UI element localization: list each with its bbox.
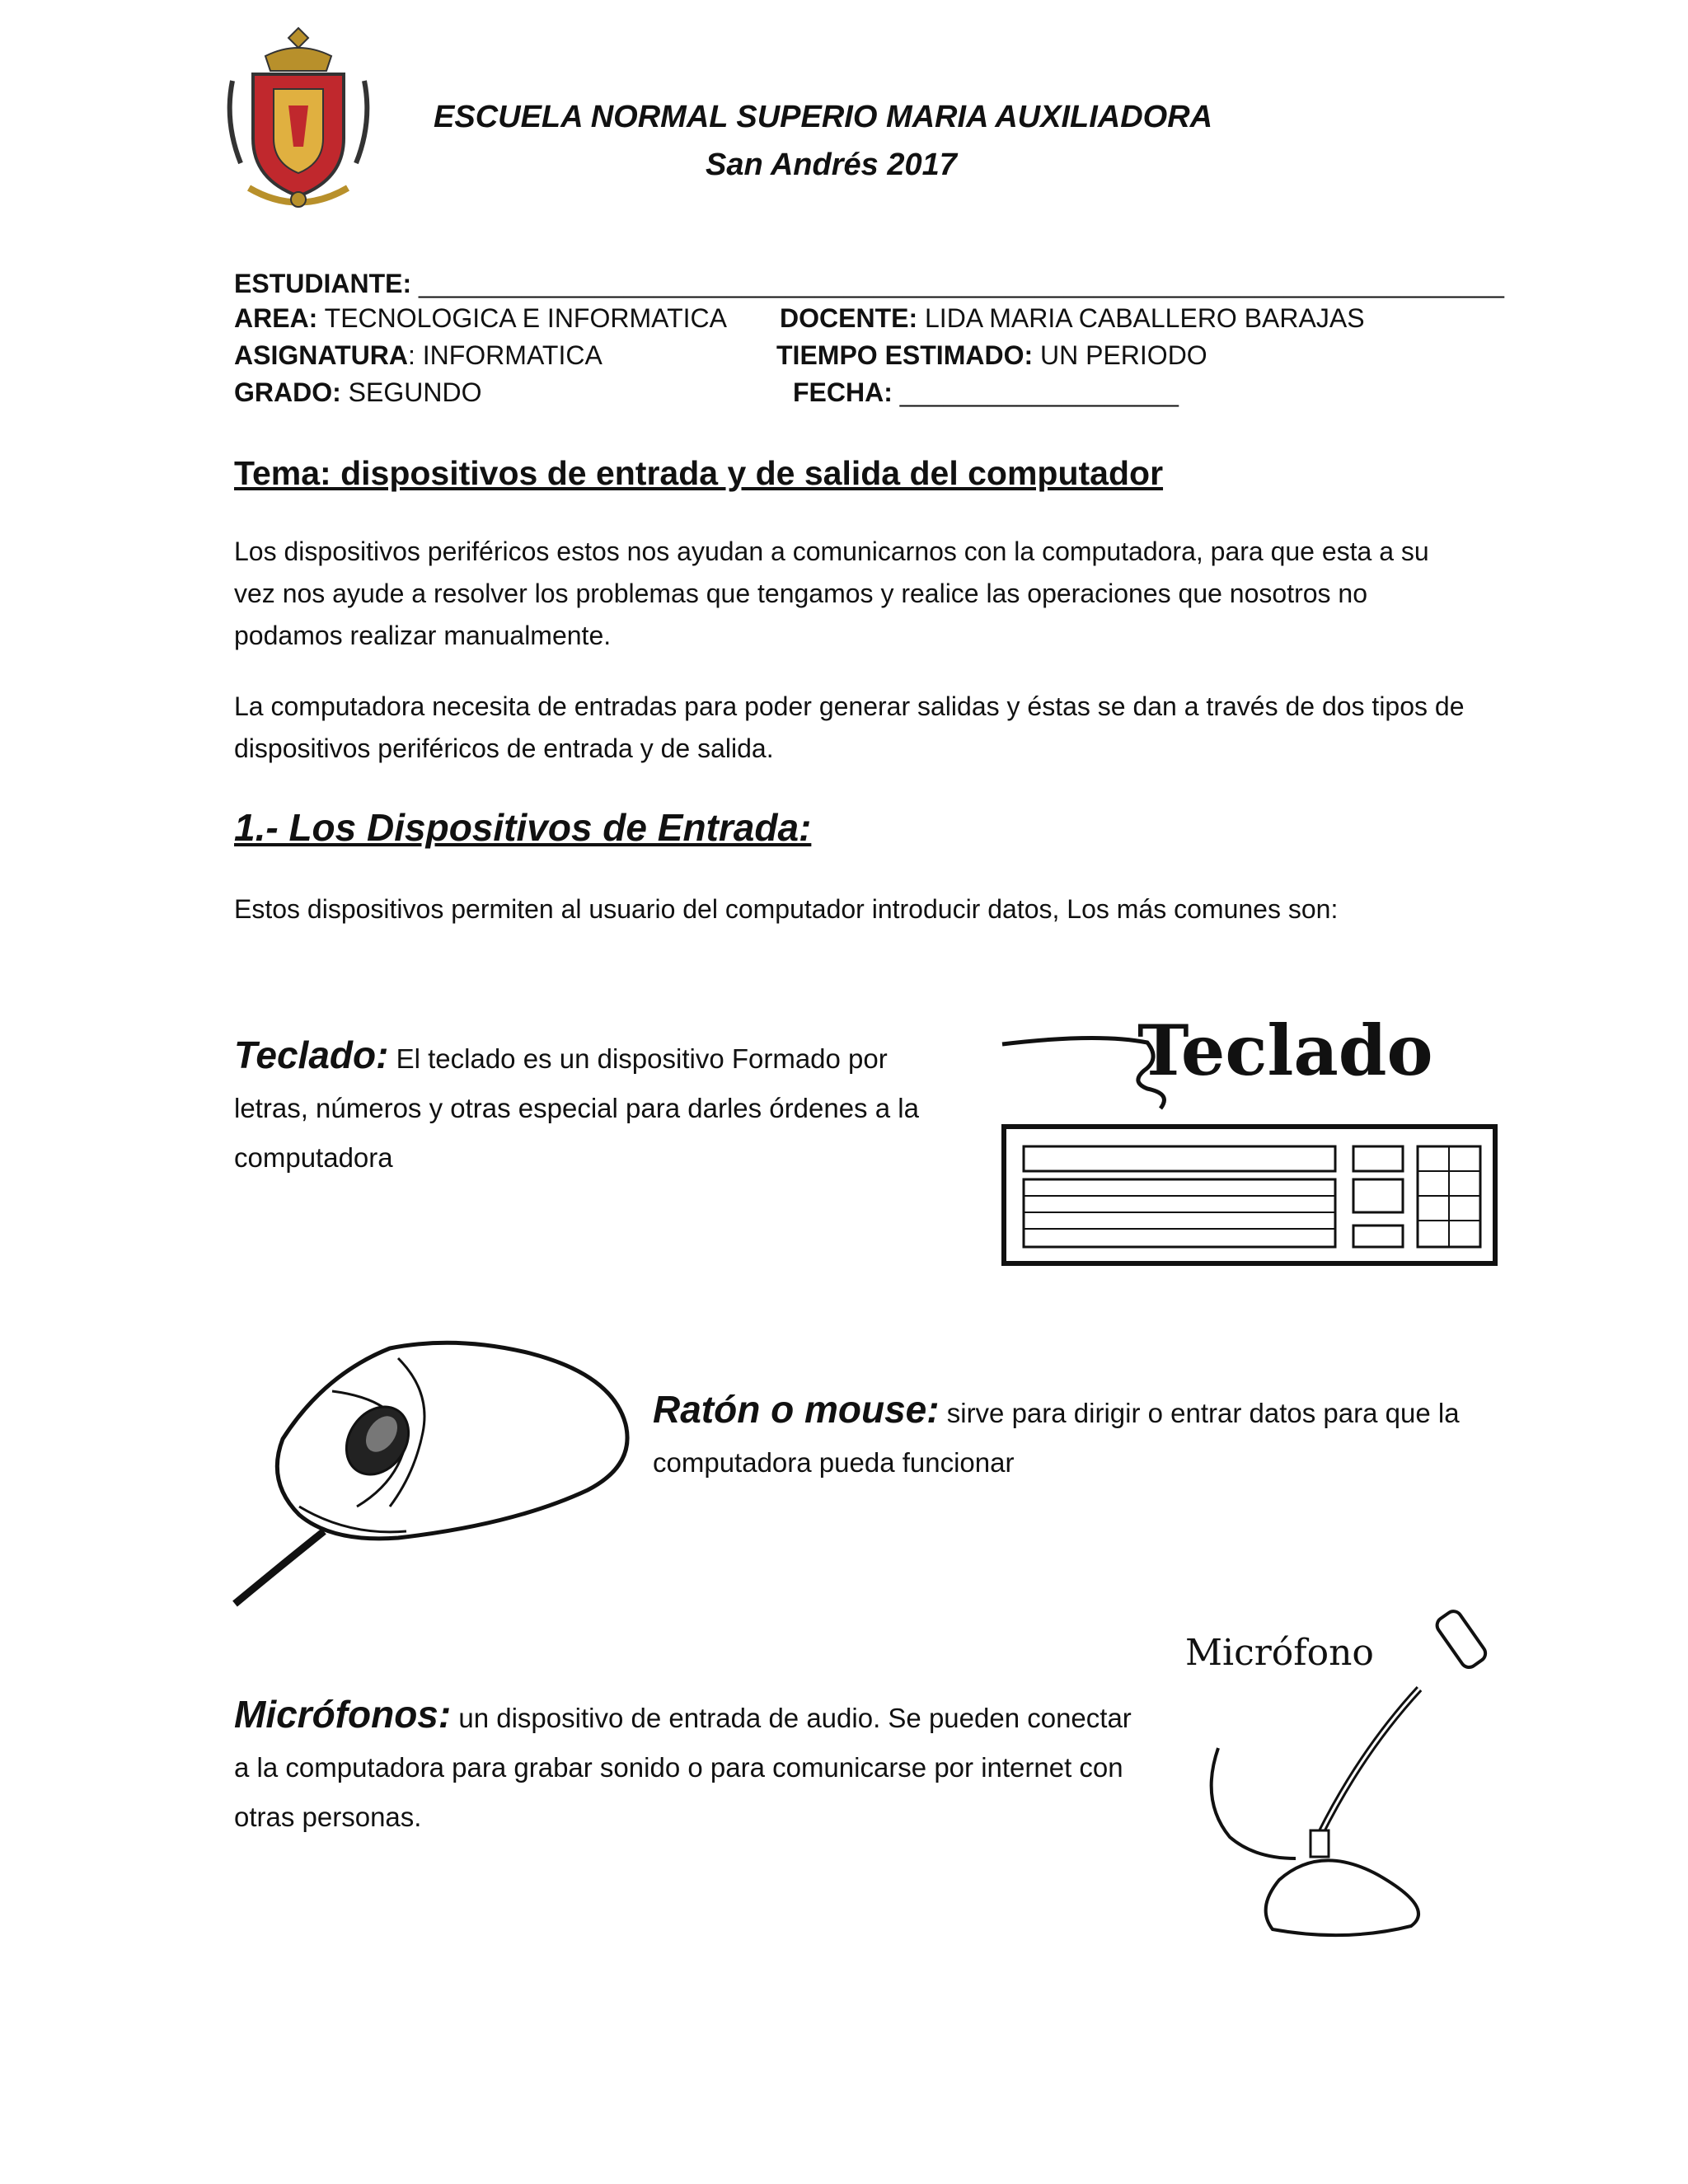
intro-paragraph-1: Los dispositivos periféricos estos nos ayudan a comunicarnos con la computadora, para que esta a su vez nos ayude a resolver los problemas que tengamos y realice las operaciones que nosotros no podamos realizar manualmente. [234, 537, 1429, 650]
mouse-icon [233, 1342, 645, 1607]
asignatura-value: : INFORMATICA [407, 340, 603, 370]
fecha-label: FECHA: [793, 377, 893, 407]
estudiante-label: ESTUDIANTE: [234, 269, 412, 298]
teclado-image-label: Teclado [1137, 1010, 1433, 1091]
docente-row [780, 300, 1365, 337]
microfono-term: Micrófonos: [234, 1693, 452, 1736]
mouse-text: sirve para dirigir o entrar datos para que la computadora pueda funcionar [653, 1398, 1460, 1478]
estudiante-row [234, 265, 1504, 302]
intro-paragraph-2: La computadora necesita de entradas para poder generar salidas y éstas se dan a través de dos tipos de dispositivos periféricos de entrada y de salida. [234, 691, 1465, 763]
page-title: Tema: dispositivos de entrada y de salida del computador [234, 454, 1164, 492]
keyboard-icon [999, 1034, 1502, 1269]
school-crest-icon [216, 23, 381, 213]
mouse-term: Ratón o mouse: [653, 1388, 940, 1431]
fecha-row [793, 374, 1179, 411]
area-row [234, 300, 727, 337]
microfono-image-label: Micrófono [1185, 1632, 1374, 1674]
asignatura-label: ASIGNATURA [234, 340, 408, 370]
teclado-term: Teclado: [234, 1033, 389, 1076]
docente-label: DOCENTE: [780, 303, 918, 333]
fecha-field: ___________________ [899, 377, 1179, 407]
mouse-description [653, 1385, 1485, 1488]
tiempo-row [776, 337, 1207, 374]
asignatura-row [234, 337, 603, 374]
teclado-text: El teclado es un dispositivo Formado por letras, números y otras especial para darles órdenes a la computadora [234, 1043, 919, 1173]
section-heading: 1.- Los Dispositivos de Entrada: [234, 806, 812, 849]
teclado-description [234, 1030, 951, 1183]
microfono-description [234, 1690, 1149, 1842]
microphone-icon [1197, 1636, 1477, 1933]
grado-value: SEGUNDO [348, 377, 482, 407]
docente-value: LIDA MARIA CABALLERO BARAJAS [925, 303, 1365, 333]
area-value: TECNOLOGICA E INFORMATICA [324, 303, 727, 333]
estudiante-field: __________________________________________________________________________ [419, 269, 1504, 298]
grado-row [234, 374, 481, 411]
tiempo-label: TIEMPO ESTIMADO: [776, 340, 1034, 370]
microfono-text: un dispositivo de entrada de audio. Se pueden conectar a la computadora para grabar sonido o para comunicarse por internet con otras personas. [234, 1703, 1132, 1832]
tiempo-value: UN PERIODO [1040, 340, 1207, 370]
section-intro: Estos dispositivos permiten al usuario del computador introducir datos, Los más comunes son: [234, 894, 1339, 924]
area-label: AREA: [234, 303, 318, 333]
school-name: ESCUELA NORMAL SUPERIO MARIA AUXILIADORA [434, 100, 1213, 134]
place-year: San Andrés 2017 [706, 148, 957, 182]
grado-label: GRADO: [234, 377, 341, 407]
